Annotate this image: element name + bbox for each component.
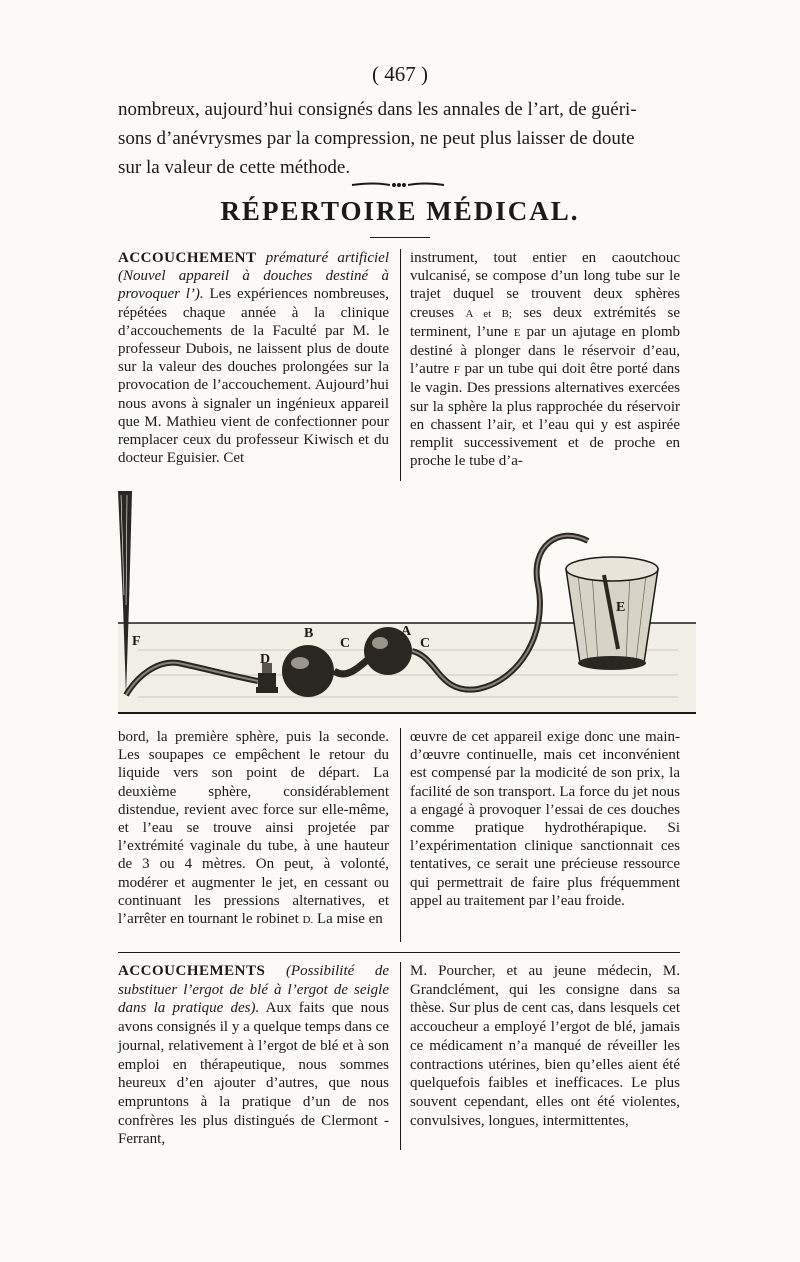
figure-label-e: E [616, 600, 626, 615]
intro-line: sur la valeur de cette méthode. [118, 157, 351, 178]
intro-paragraph [118, 95, 684, 182]
article1-left-text: Les expériences nombreuses, répétées chaque année à la clinique d’accouchements de la Faculté par M. le professeur Dubois, ne laissent plus de doute sur la valeur des douches prolongées sur la provocation de l’accouchement. Aujourd’hui nous avons à signaler un ingénieux appareil que M. Mathieu vient de confectionner pour remplacer ceux du professeur Kiwisch et du docteur Eguisier. Cet [118, 286, 389, 467]
figure-label-a: A [401, 624, 412, 639]
figure-label-c: C [340, 636, 351, 651]
article1-subtitle: prématuré artificiel (Nouvel appareil à douches destiné à provoquer l’). [118, 250, 389, 303]
ornament-divider [350, 181, 446, 189]
article1-right-text: par un ajutage en plomb destiné à plonger dans le réservoir d’eau, l’autre [410, 323, 680, 378]
article2-right-column [410, 962, 680, 1130]
article2-subtitle: (Possibilité de substituer l’ergot de blé à l’ergot de seigle dans la pratique des). [118, 963, 389, 1017]
article1-right-text: par un tube qui doit être porté dans le vagin. Des pressions alternatives exercées sur la sphère la plus rapprochée du réservoir en chassent l’air, et l’eau qui y est aspirée remplit successivement et de proche en proche le tube d’a- [410, 361, 680, 470]
title-rule [370, 237, 430, 238]
article1-cont-right-text: œuvre de cet appareil exige donc une main-d’œuvre continuelle, mais cet inconvénient est compensé par la modicité de son prix, la facilité de son transport. La force du jet nous a engagé à provoquer l’essai de ces douches comme pratique hydrothérapique. Si l’expérimentation clinique sanctionnait ces tentatives, ce serait une précieuse ressource qui permettrait de faire plus fréquemment appel au traitement par l’eau froide. [410, 729, 680, 909]
article1-cont-left-text: La mise en [316, 911, 383, 928]
article2-left-text: Aux faits que nous avons consignés il y a quelque temps dans ce journal, relativement à l’ergot de blé et à son emploi en thérapeutique, nous sommes heureux d’en ajouter d’autres, que nous empruntons à la pratique d’un de nos confrères les plus distingués de Clermont - Ferrant, [118, 1000, 390, 1148]
article2-right-text: M. Pourcher, et au jeune médecin, M. Grandclément, qui les consigne dans sa thèse. Sur plus de cent cas, dans lesquels cet accoucheur a employé l’ergot de blé, jamais ce médicament n’a manqué de réveiller les contractions utérines, bien qu’elles aient été quelquefois faibles et inefficaces. Le plus souvent cependant, elles ont été violentes, convulsives, longues, intermittentes, [410, 963, 680, 1129]
section-title: RÉPERTOIRE MÉDICAL. [220, 196, 580, 226]
article1-letter-e: E [513, 326, 521, 339]
intro-line: nombreux, aujourd’hui consignés dans les annales de l’art, de guéri- [118, 99, 637, 120]
article1-sphere-letters: A et B; [465, 307, 512, 320]
section-divider [118, 952, 680, 953]
article1-right-text: ses deux extrémités se terminent, l’une [410, 304, 681, 340]
article1-heading: ACCOUCHEMENT [118, 250, 257, 266]
figure-label-f: F [132, 634, 141, 649]
article1-letter-d: D. [302, 914, 314, 927]
apparatus-illustration [118, 485, 696, 717]
article1-left-column [118, 249, 389, 467]
figure-label-b: B [304, 626, 314, 641]
column-rule [400, 249, 401, 481]
article1-right-text: instrument, tout entier en caoutchouc vulcanisé, se compose d’un long tube sur le trajet duquel se trouvent deux sphères creuses [410, 250, 680, 321]
page-number: ( 467 ) [372, 62, 428, 86]
column-rule [400, 962, 401, 1150]
article1-cont-left-column [118, 728, 389, 929]
article1-letter-f: F [453, 364, 460, 377]
intro-line: sons d’anévrysmes par la compression, ne peut plus laisser de doute [118, 128, 635, 149]
figure-label-d: D [260, 652, 271, 667]
article1-right-column [410, 249, 680, 470]
article1-cont-left-text: bord, la première sphère, puis la seconde. Les soupapes ce empêchent le retour du liquide vers son point de départ. La deuxième sphère, considérablement distendue, revient avec force sur elle-même, et l’eau se trouve ainsi projetée par l’extrémité vaginale du tube, à une hauteur de 3 ou 4 mètres. On peut, à volonté, modérer et augmenter le jet, en cessant ou continuant les pressions alternatives, et l’arrêter en tournant le robinet [118, 729, 389, 928]
column-rule [400, 728, 401, 942]
article2-heading: ACCOUCHEMENTS [118, 963, 266, 979]
article2-left-column [118, 962, 389, 1149]
figure-label-c: C [420, 636, 431, 651]
article1-cont-right-column [410, 728, 680, 910]
apparatus-figure [118, 485, 696, 717]
